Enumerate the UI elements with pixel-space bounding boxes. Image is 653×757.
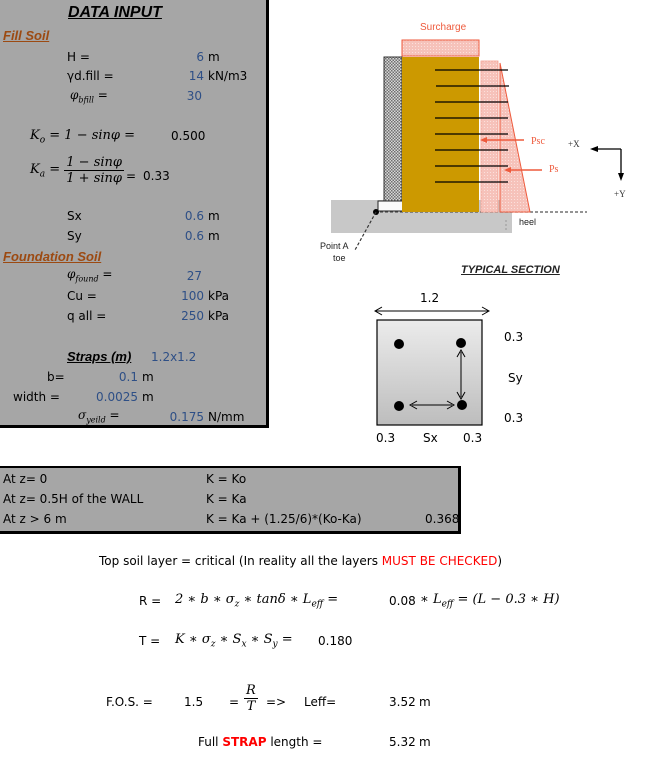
leff-unit: m [419,695,431,709]
typical-section-diagram [325,10,653,290]
phi-found-value[interactable]: 27 [186,269,202,283]
k-row-0-cond: At z= 0 [3,472,48,486]
ko-formula: $K_o = 1 - \sin\varphi$ = [30,128,136,146]
cu-unit: kPa [208,289,229,303]
qall-label: q all = [67,309,107,323]
k-row-0-formula: K = Ko [206,472,247,486]
ka-formula: $K_a$ = $\frac{1 - \sin\varphi}{1 + \sin\varphi}$ [30,155,122,186]
ps-label: Ps [549,164,559,175]
cu-label: Cu = [67,289,97,303]
gamma-label: γd.fill = [67,69,114,83]
fos-arrow: => [266,695,287,709]
sx-label: Sx [67,209,82,223]
sigma-yield-unit: N/mm [208,410,245,424]
full-strap-unit: m [419,735,431,749]
fill-soil-heading: Fill Soil [3,28,50,43]
sigma-yield-value[interactable]: 0.175 [169,410,204,424]
ka-value: 0.33 [143,169,170,183]
width-unit: m [142,390,154,404]
k-row-2-formula: K = Ka + (1.25/6)*(Ko-Ka) [206,512,362,526]
full-strap-label: Full STRAP length = [198,735,323,749]
r-value: 0.08 [389,594,416,608]
grid-bottom-right: 0.3 [463,431,483,445]
plus-y-label: +Y [614,189,626,199]
toe-label: toe [333,253,346,263]
grid-right-top: 0.3 [504,330,524,344]
k-row-1-cond: At z= 0.5H of the WALL [3,492,144,506]
data-input-panel [0,0,269,428]
full-strap-value: 5.32 [389,735,416,749]
surcharge-label: Surcharge [420,22,467,33]
qall-value[interactable]: 250 [181,309,204,323]
grid-bottom-left: 0.3 [376,431,396,445]
k-row-2-value: 0.368 [425,512,460,526]
strap-grid-diagram [370,300,490,430]
gamma-unit: kN/m3 [208,69,248,83]
sx-value[interactable]: 0.6 [184,209,204,223]
sy-value[interactable]: 0.6 [184,229,204,243]
fos-value[interactable]: 1.5 [184,695,204,709]
b-unit: m [142,370,154,384]
sy-label: Sy [67,229,82,243]
plus-x-label: +X [568,139,580,149]
h-label: H = [67,50,90,64]
phi-found-label: $\varphi_{found}$ = [67,267,113,284]
data-input-title: DATA INPUT [68,4,162,21]
r-label: R = [139,594,162,608]
r-tail: ∗ $L_{eff} = (L - 0.3$ ∗ H) [420,592,560,610]
foundation-soil-heading: Foundation Soil [3,249,102,264]
grid-right-bottom: 0.3 [504,411,524,425]
grid-right-mid: Sy [508,371,523,385]
cu-value[interactable]: 100 [181,289,204,303]
leff-label: Leff= [304,695,337,709]
fos-eq: = [229,695,240,709]
sy-unit: m [208,229,220,243]
straps-size[interactable]: 1.2x1.2 [151,350,197,364]
grid-width-label: 1.2 [420,291,440,305]
top-soil-note: Top soil layer = critical (In reality all the layers MUST BE CHECKED) [99,554,503,568]
point-a-label: Point A [320,241,349,251]
t-value: 0.180 [318,634,353,648]
k-row-1-formula: K = Ka [206,492,247,506]
r-formula: 2 ∗ b ∗ $\sigma_z$ ∗ tanδ ∗ $L_{eff}$ = [175,592,339,610]
gamma-value[interactable]: 14 [188,69,204,83]
t-label: T = [139,634,161,648]
phi-fill-label: $\varphi_{bfill}$ = [70,88,108,105]
heel-label: heel [519,217,537,227]
grid-bottom-mid: Sx [423,431,438,445]
straps-heading: Straps (m) [67,349,132,364]
fos-fraction: $\frac{R}{T}$ [246,683,256,714]
h-value[interactable]: 6 [196,50,204,64]
sx-unit: m [208,209,220,223]
b-value[interactable]: 0.1 [118,370,138,384]
sigma-yield-label: $\sigma_{yeild}$ = [78,408,120,425]
fos-label: F.O.S. = [106,695,153,709]
width-label: width = [13,390,60,404]
typical-section-caption: TYPICAL SECTION [461,264,560,276]
psc-label: Psc [531,136,545,147]
k-row-2-cond: At z > 6 m [3,512,67,526]
width-value[interactable]: 0.0025 [96,390,138,404]
h-unit: m [208,50,220,64]
qall-unit: kPa [208,309,229,323]
leff-value: 3.52 [389,695,416,709]
ko-value: 0.500 [171,129,206,143]
t-formula: K ∗ $\sigma_z$ ∗ $S_x$ ∗ $S_y$ = [175,632,293,650]
ka-eq: = [126,169,137,183]
b-label: b= [47,370,65,384]
phi-fill-value[interactable]: 30 [186,89,202,103]
